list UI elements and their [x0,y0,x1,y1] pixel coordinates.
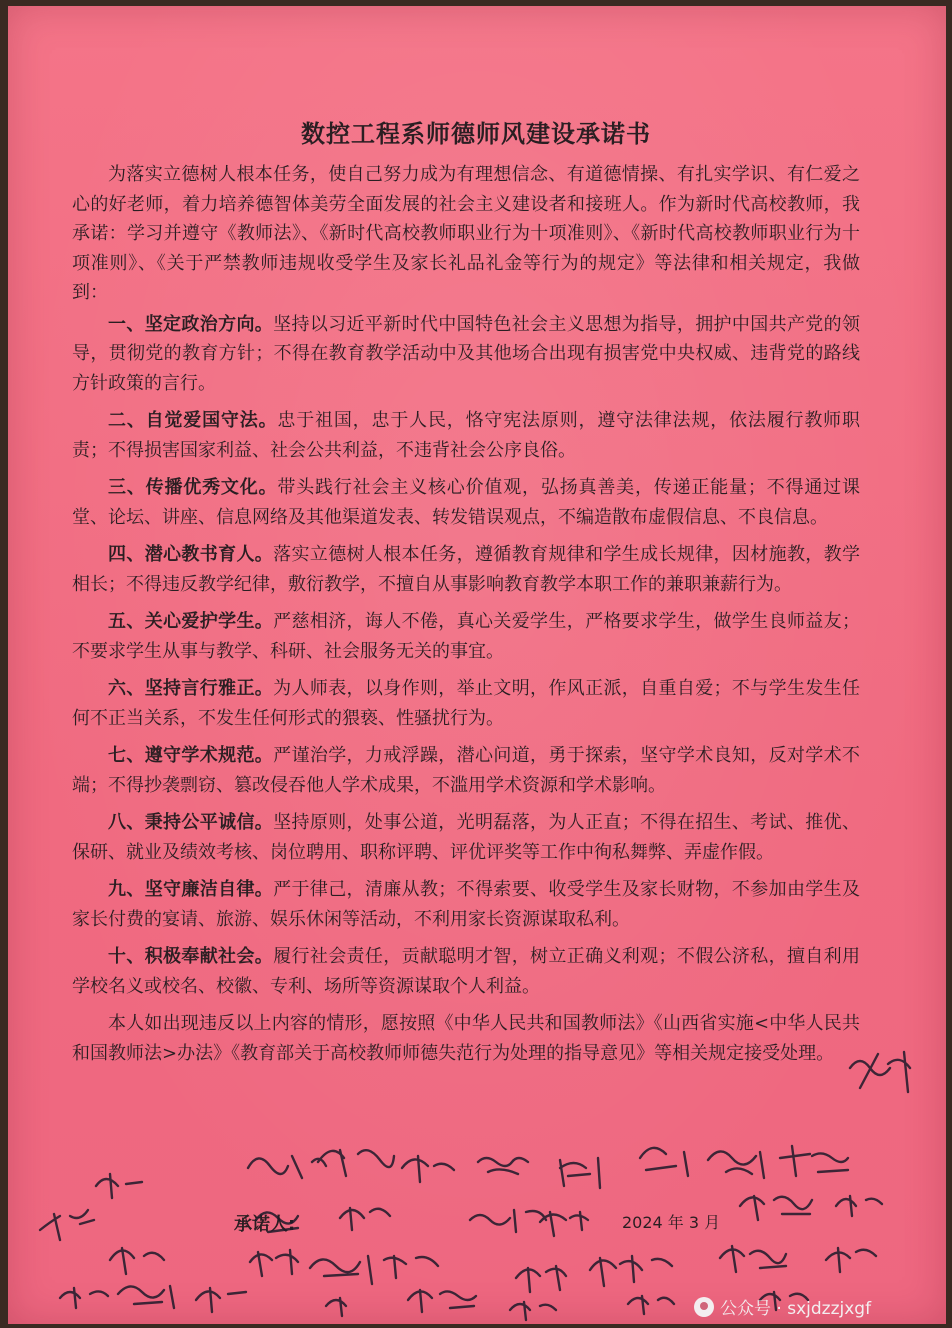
commitment-heading: 五、关心爱护学生。 [108,611,274,632]
watermark [694,1294,871,1319]
signing-date: 2024 年 3 月 [622,1213,721,1232]
commitment-item [72,607,860,666]
intro-paragraph: 为落实立德树人根本任务，使自己努力成为有理想信念、有道德情操、有扎实学识、有仁爱之心的好老师，着力培养德智体美劳全面发展的社会主义建设者和接班人。作为新时代高校教师，我承诺：学习并遵守《教师法》、《新时代高校教师职业行为十项准则》、《新时代高校教师职业行为十项准则》、《关于严禁教师违规收受学生及家长礼品礼金等行为的规定》等法律和相关规定，我做到： [72,164,860,303]
commitment-text: 履行社会责任，贡献聪明才智，树立正确义利观；不假公济私，擅自利用学校名义或校名、校徽、专利、场所等资源谋取个人利益。 [72,946,861,997]
watermark-label: 公众号 · sxjdzzjxgf [720,1299,872,1319]
wechat-official-account-icon [694,1297,714,1317]
commitment-item [72,875,860,934]
commitment-heading: 二、自觉爱国守法。 [108,410,278,431]
commitment-heading: 七、遵守学术规范。 [108,745,274,766]
document-title: 数控工程系师德师风建设承诺书 [301,120,651,148]
commitment-item [72,473,860,532]
commitment-text: 落实立德树人根本任务，遵循教育规律和学生成长规律，因材施教，教学相长；不得违反教学纪律，敷衍教学，不擅自从事影响教育教学本职工作的兼职兼薪行为。 [72,544,861,595]
closing-paragraph: 本人如出现违反以上内容的情形，愿按照《中华人民共和国教师法》《山西省实施<中华人民共和国教师法>办法》《教育部关于高校教师师德失范行为处理的指导意见》等相关规定接受处理。 [72,1013,860,1064]
commitment-item [72,674,860,733]
commitment-heading: 三、传播优秀文化。 [108,477,278,498]
commitment-heading: 八、秉持公平诚信。 [108,812,274,833]
commitment-text: 严慈相济，诲人不倦，真心关爱学生，严格要求学生，做学生良师益友；不要求学生从事与教学、科研、社会服务无关的事宜。 [72,611,861,662]
commitment-text: 严谨治学，力戒浮躁，潜心问道，勇于探索，坚守学术良知，反对学术不端；不得抄袭剽窃、篡改侵吞他人学术成果，不滥用学术资源和学术影响。 [72,745,861,796]
commitment-heading: 四、潜心教书育人。 [108,544,274,565]
commitment-heading: 六、坚持言行雅正。 [108,678,274,699]
commitment-text: 带头践行社会主义核心价值观，弘扬真善美，传递正能量；不得通过课堂、论坛、讲座、信息网络及其他渠道发表、转发错误观点，不编造散布虚假信息、不良信息。 [72,477,861,528]
commitment-item [72,540,860,599]
commitment-text: 坚持以习近平新时代中国特色社会主义思想为指导，拥护中国共产党的领导，贯彻党的教育方针；不得在教育教学活动中及其他场合出现有损害党中央权威、违背党的路线方针政策的言行。 [72,313,861,394]
signatory-label: 承诺人: [234,1214,296,1235]
commitment-text: 坚持原则，处事公道，光明磊落，为人正直；不得在招生、考试、推优、保研、就业及绩效考核、岗位聘用、职称评聘、评优评奖等工作中徇私舞弊、弄虚作假。 [72,812,861,863]
commitment-item [72,942,860,1001]
commitment-text: 忠于祖国，忠于人民，恪守宪法原则，遵守法律法规，依法履行教师职责；不得损害国家利益、社会公共利益，不违背社会公序良俗。 [72,410,861,461]
commitment-heading: 一、坚定政治方向。 [108,313,274,335]
commitment-heading: 十、积极奉献社会。 [108,946,274,967]
commitment-text: 严于律己，清廉从教；不得索要、收受学生及家长财物，不参加由学生及家长付费的宴请、旅游、娱乐休闲等活动，不利用家长资源谋取私利。 [72,879,861,930]
document-body [72,160,860,1076]
commitment-item [72,741,860,800]
commitment-item [72,406,860,465]
commitment-item [72,808,860,867]
commitment-text: 为人师表，以身作则，举止文明，作风正派，自重自爱；不与学生发生任何不正当关系，不发生任何形式的猥亵、性骚扰行为。 [72,678,861,729]
commitment-item [72,310,860,399]
commitment-heading: 九、坚守廉洁自律。 [108,879,274,900]
